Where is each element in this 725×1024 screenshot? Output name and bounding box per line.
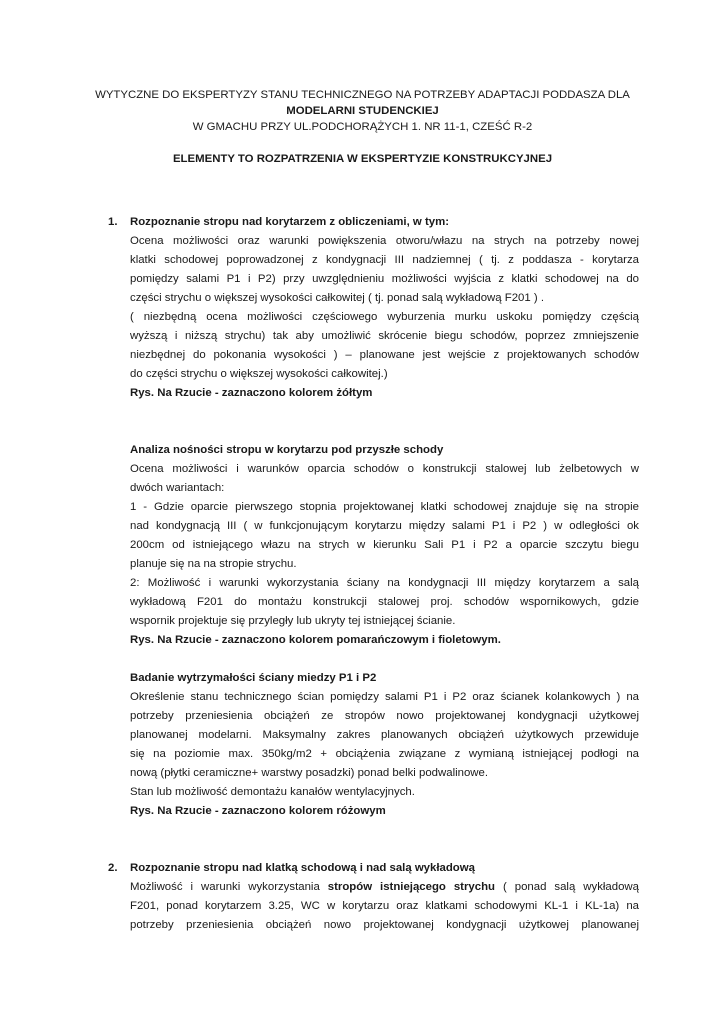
section-1-line: Ocena możliwości oraz warunki powiększenia otworu/włazu na strych na potrzeby nowej [130,235,639,247]
section-2-line [130,878,639,897]
section-1-title: Rozpoznanie stropu nad korytarzem z obliczeniami, w tym: [130,216,449,228]
analysis-line: planuje się na na stropie strychu. [130,558,297,570]
analysis-line: 200cm od istniejącego włazu na strych w kierunku Sali P1 i P2 a oparcie szczytu biegu [130,539,639,551]
section-1-line: klatki schodowej poprowadzonej z kondygnacji III nadziemnej ( tj. z poddasza - korytarza [130,254,639,266]
analysis-title: Analiza nośności stropu w korytarzu pod przyszłe schody [130,444,444,456]
section-2-line-start: Możliwość i warunki wykorzystania [130,881,328,893]
wall-line: nową (płytki ceramiczne+ warstwy posadzki) ponad belki podwalinowe. [130,767,489,779]
header-line-2: MODELARNI STUDENCKIEJ [286,105,439,117]
analysis-line: wykładową F201 do montażu konstrukcji stalowej proj. schodów wspornikowych, gdzie [130,596,639,608]
wall-line: się na poziomie max. 350kg/m2 + obciążenia związane z wymianą istniejącej podłogi na [130,748,639,760]
section-1-note: Rys. Na Rzucie - zaznaczono kolorem żółtym [130,387,373,399]
header-line-3: W GMACHU PRZY UL.PODCHORĄŻYCH 1. NR 11-1, CZEŚĆ R-2 [192,121,533,133]
analysis-line: 2: Możliwość i warunki wykorzystania ściany na kondygnacji III między korytarzem a salą [130,577,639,589]
analysis-line: wspornik projektuje się przyległy lub ukryty tej istniejącej ścianie. [130,615,456,627]
section-1-line: pomiędzy salami P1 i P2) przy uwzględnieniu możliwości wyjścia z klatki schodowej na do [130,273,639,285]
section-2-line: F201, ponad korytarzem 3.25, WC w korytarzu oraz klatkami schodowymi KL-1 i KL-1a) na [130,900,639,912]
analysis-line: nad kondygnacją III ( w funkcjonującym korytarzu między salami P1 i P2 ) w odległości ok [130,520,639,532]
section-1-number: 1. [108,216,118,228]
section-2-title: Rozpoznanie stropu nad klatką schodową i nad salą wykładową [130,862,475,874]
wall-title: Badanie wytrzymałości ściany miedzy P1 i P2 [130,672,377,684]
analysis-note: Rys. Na Rzucie - zaznaczono kolorem pomarańczowym i fioletowym. [130,634,501,646]
section-1-line: wyższą i niższą strychu) tak aby umożliwić skrócenie biegu schodów, poprzez zmniejszenie [130,330,639,342]
wall-note: Rys. Na Rzucie - zaznaczono kolorem różowym [130,805,386,817]
analysis-line: Ocena możliwości i warunków oparcia schodów o konstrukcji stalowej lub żelbetowych w [130,463,639,475]
wall-line: potrzeby przeniesienia obciążeń ze stropów nowo projektowanej kondygnacji użytkowej [130,710,639,722]
wall-line: Stan lub możliwość demontażu kanałów wentylacyjnych. [130,786,415,798]
section-1-line: niezbędnej do pokonania wysokości ) – planowane jest wejście z projektowanych schodów [130,349,639,361]
section-2-line-end: ( ponad salą wykładową [495,881,639,893]
wall-line: Określenie stanu technicznego ścian pomiędzy salami P1 i P2 oraz ścianek kolankowych ) na [130,691,639,703]
analysis-line: dwóch wariantach: [130,482,225,494]
wall-line: planowanej modelarni. Maksymalny zakres planowanych obciążeń użytkowych przewiduje [130,729,639,741]
document-subtitle: ELEMENTY TO ROZPATRZENIA W EKSPERTYZIE KONSTRUKCYJNEJ [172,153,553,165]
section-1-line: części strychu o większej wysokości całkowitej ( tj. ponad salą wykładową F201 ) . [130,292,545,304]
section-2-line: potrzeby przeniesienia obciążeń nowo projektowanej kondygnacji użytkowej planowanej [130,919,639,931]
section-1-line: ( niezbędną ocena możliwości częściowego wyburzenia murku uskoku pomiędzy częścią [130,311,639,323]
section-1-line: do części strychu o większej wysokości całkowitej.) [130,368,388,380]
section-2-emphasis: stropów istniejącego strychu [327,881,495,893]
header-line-1: WYTYCZNE DO EKSPERTYZY STANU TECHNICZNEGO NA POTRZEBY ADAPTACJI PODDASZA DLA [95,89,630,101]
analysis-line: 1 - Gdzie oparcie pierwszego stopnia projektowanej klatki schodowej znajduje się na stropie [130,501,639,513]
section-2-number: 2. [108,862,118,874]
